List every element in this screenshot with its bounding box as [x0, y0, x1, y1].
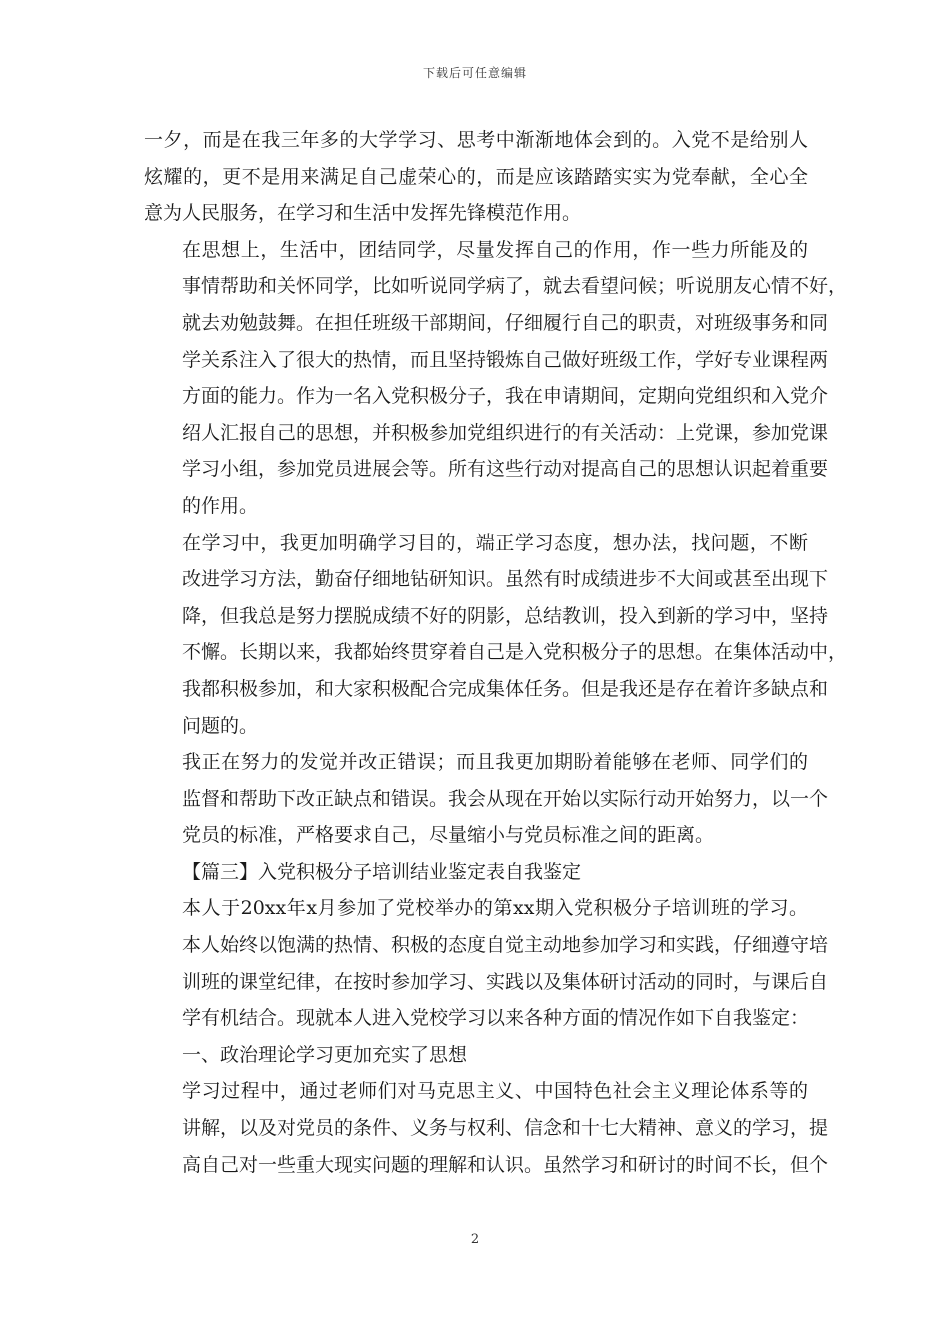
- text-line: 我都积极参加，和大家积极配合完成集体任务。但是我还是存在着许多缺点和: [182, 677, 829, 700]
- text-line: 事情帮助和关怀同学，比如听说同学病了，就去看望问候；听说朋友心情不好，: [182, 275, 848, 298]
- text-line: 学习小组，参加党员进展会等。所有这些行动对提高自己的思想认识起着重要: [182, 458, 829, 481]
- text-line: 在思想上，生活中，团结同学，尽量发挥自己的作用，作一些力所能及的: [182, 238, 808, 261]
- text-line: 问题的。: [182, 714, 259, 737]
- text-line: 学有机结合。现就本人进入党校学习以来各种方面的情况作如下自我鉴定：: [182, 1007, 810, 1030]
- page-header: 下载后可任意编辑: [422, 66, 527, 80]
- text-line: 炫耀的，更不是用来满足自己虚荣心的，而是应该踏踏实实为党奉献，全心全: [144, 165, 808, 188]
- text-line: 方面的能力。作为一名入党积极分子，我在申请期间，定期向党组织和入党介: [182, 385, 829, 408]
- text-line: 学习过程中，通过老师们对马克思主义、中国特色社会主义理论体系等的: [182, 1080, 808, 1103]
- text-line: 不懈。长期以来，我都始终贯穿着自己是入党积极分子的思想。在集体活动中，: [182, 641, 848, 664]
- paragraph: [144, 122, 808, 232]
- text-line: 一夕，而是在我三年多的大学学习、思考中渐渐地体会到的。入党不是给别人: [144, 129, 808, 151]
- text-line: 改进学习方法，勤奋仔细地钻研知识。虽然有时成绩进步不大间或甚至出现下: [182, 568, 829, 591]
- text-line: 党员的标准，严格要求自己，尽量缩小与党员标准之间的距离。: [182, 824, 715, 847]
- document-body: [144, 122, 848, 1183]
- text-line: 讲解，以及对党员的条件、义务与权利、信念和十七大精神、意义的学习，提: [182, 1117, 829, 1140]
- page-number: 2: [470, 1232, 480, 1247]
- paragraph: [144, 1037, 808, 1074]
- paragraph: [144, 890, 829, 1036]
- text-line: 在学习中，我更加明确学习目的，端正学习态度，想办法，找问题，不断: [182, 531, 808, 554]
- text-line: 一、政治理论学习更加充实了思想: [182, 1043, 468, 1066]
- text-line: 本人于20xx年x月参加了党校举办的第xx期入党积极分子培训班的学习。: [182, 897, 808, 920]
- text-line: 学关系注入了很大的热情，而且坚持锻炼自己做好班级工作，学好专业课程两: [182, 348, 829, 371]
- text-line: 训班的课堂纪律，在按时参加学习、实践以及集体研讨活动的同时，与课后自: [182, 970, 829, 993]
- text-line: 【篇三】入党积极分子培训结业鉴定表自我鉴定: [182, 860, 582, 883]
- paragraph: [144, 1073, 829, 1183]
- text-line: 的作用。: [182, 494, 259, 517]
- text-line: 就去劝勉鼓舞。在担任班级干部期间，仔细履行自己的职责，对班级事务和同: [182, 311, 829, 334]
- paragraph: [144, 854, 808, 891]
- text-line: 高自己对一些重大现实问题的理解和认识。虽然学习和研讨的时间不长，但个: [182, 1153, 829, 1176]
- text-line: 意为人民服务，在学习和生活中发挥先锋模范作用。: [144, 202, 582, 225]
- paragraph: [144, 744, 829, 854]
- text-line: 我正在努力的发觉并改正错误；而且我更加期盼着能够在老师、同学们的: [182, 751, 808, 774]
- text-line: 降，但我总是努力摆脱成绩不好的阴影，总结教训，投入到新的学习中，坚持: [182, 604, 829, 627]
- paragraph: [144, 525, 848, 745]
- paragraph: [144, 232, 848, 525]
- text-line: 本人始终以饱满的热情、积极的态度自觉主动地参加学习和实践，仔细遵守培: [182, 934, 829, 957]
- text-line: 监督和帮助下改正缺点和错误。我会从现在开始以实际行动开始努力，以一个: [182, 787, 829, 810]
- text-line: 绍人汇报自己的思想，并积极参加党组织进行的有关活动：上党课，参加党课: [182, 421, 829, 444]
